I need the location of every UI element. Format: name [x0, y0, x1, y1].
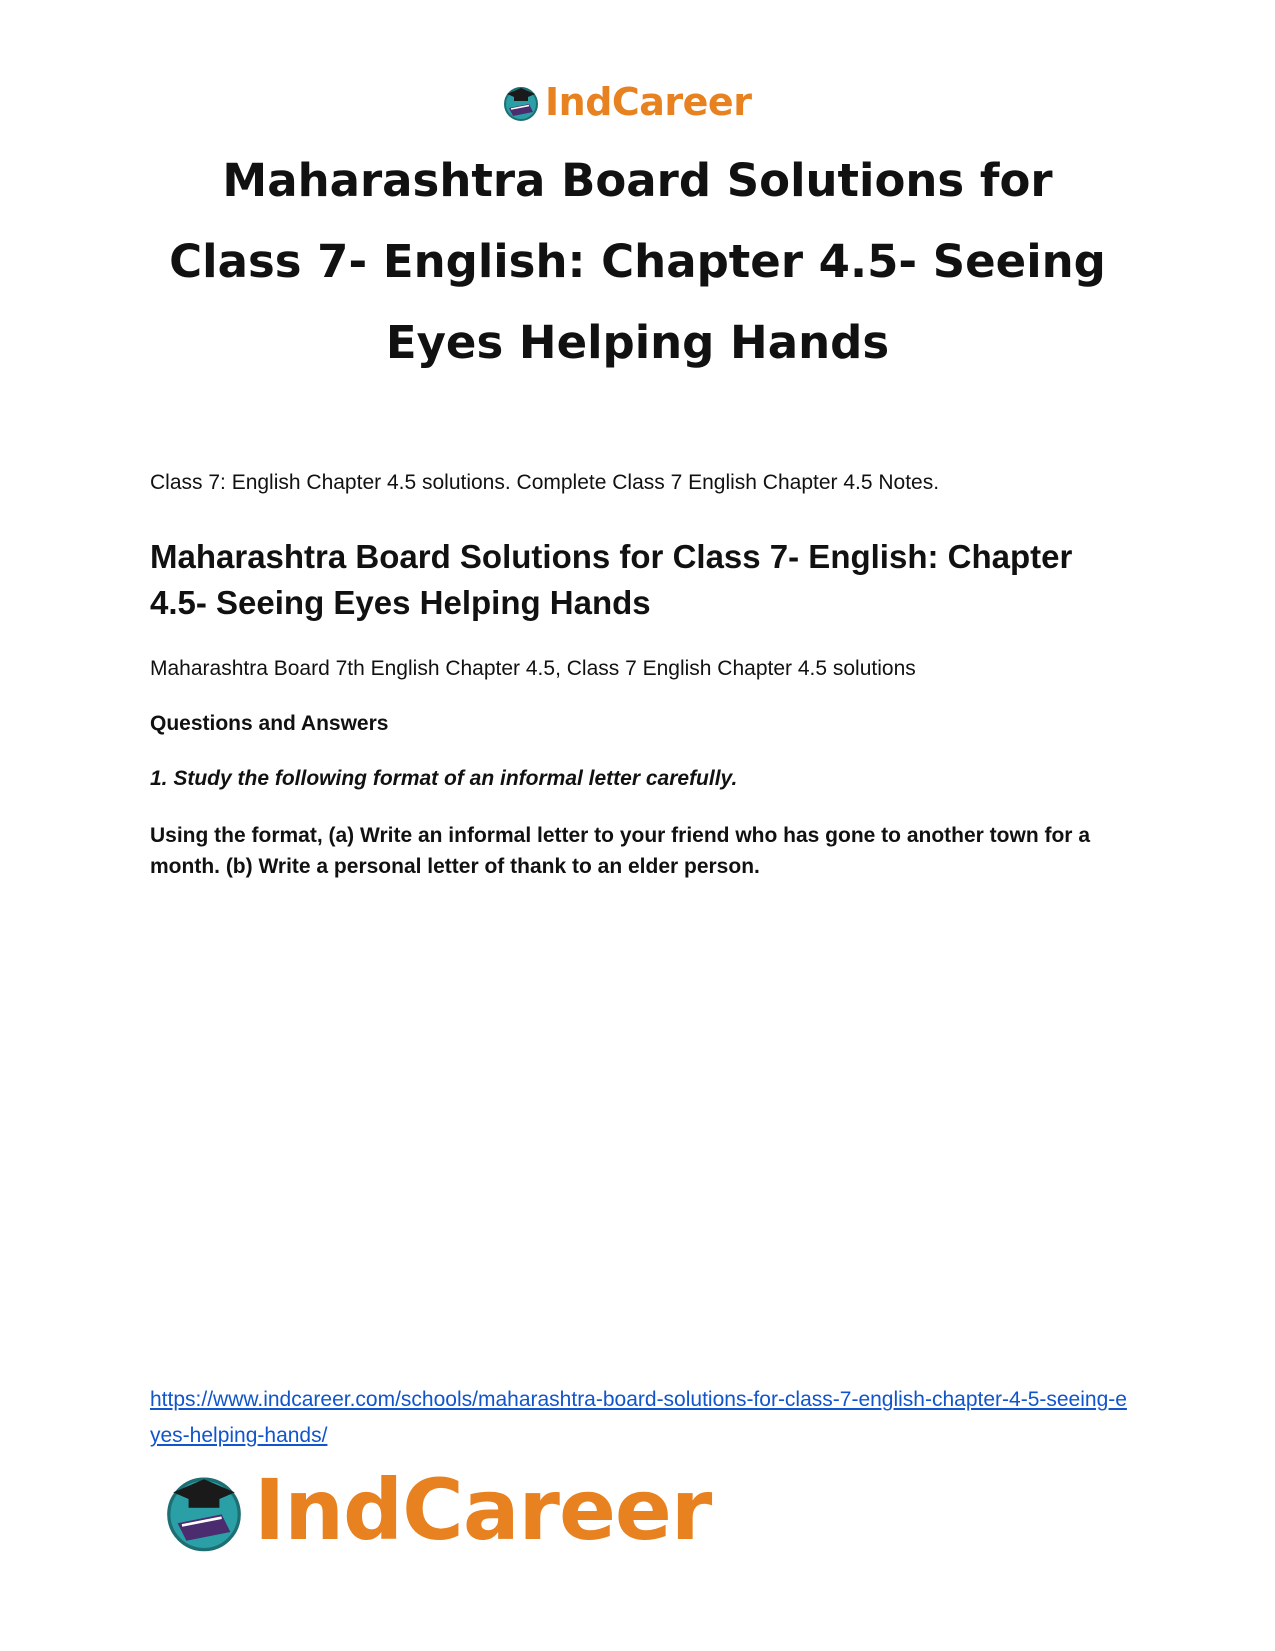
graduation-cap-globe-icon [501, 82, 541, 122]
question-instruction: Using the format, (a) Write an informal letter to your friend who has gone to another town for a month. (b) Write a personal letter of thank to an elder person. [150, 824, 1090, 878]
indcareer-logo-bottom [160, 1462, 711, 1558]
questions-answers-label: Questions and Answers [150, 712, 389, 735]
question-1: 1. Study the following format of an informal letter carefully. [150, 767, 738, 790]
source-url-link[interactable]: https://www.indcareer.com/schools/maharashtra-board-solutions-for-class-7-english-chapter-4-5-seeing-eyes-helping-hands/ [150, 1388, 1127, 1447]
intro-paragraph: Class 7: English Chapter 4.5 solutions. Complete Class 7 English Chapter 4.5 Notes. [150, 471, 940, 494]
section-heading: Maharashtra Board Solutions for Class 7- English: Chapter 4.5- Seeing Eyes Helping Hands [150, 538, 1073, 621]
document-title: Maharashtra Board Solutions for Class 7- English: Chapter 4.5- Seeing Eyes Helping Hands [169, 154, 1106, 369]
logo-wordmark: IndCareer [545, 80, 752, 124]
logo-wordmark: IndCareer [254, 1461, 712, 1559]
indcareer-logo-top [501, 80, 751, 124]
graduation-cap-globe-icon [160, 1466, 248, 1554]
keywords-paragraph: Maharashtra Board 7th English Chapter 4.5, Class 7 English Chapter 4.5 solutions [150, 657, 916, 680]
